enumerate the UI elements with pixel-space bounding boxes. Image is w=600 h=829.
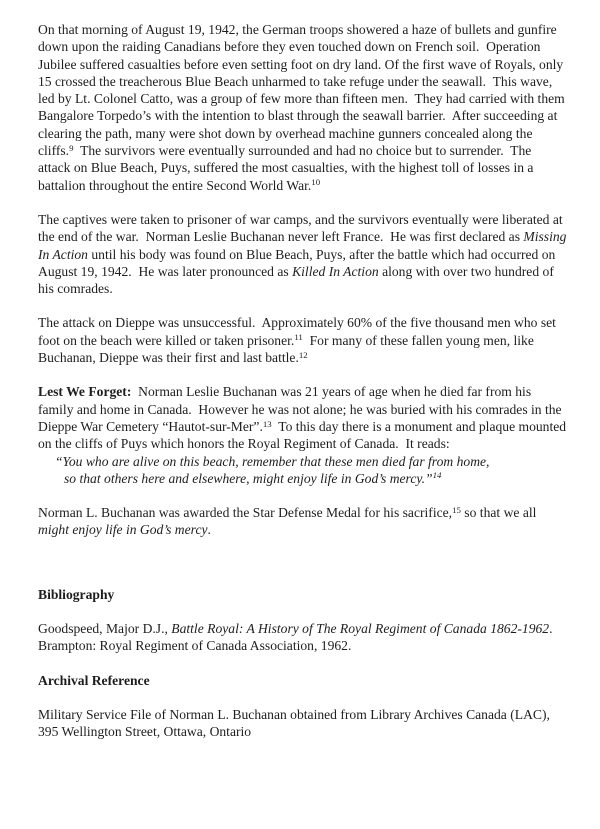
bibliography-entry: Goodspeed, Major D.J., Battle Royal: A History of The Royal Regiment of Canada 1862-1962. Brampton: Royal Regiment of Canada Association, 1962. [38,621,556,654]
memorial-quote [38,453,567,488]
essay-paragraph-dieppe-outcome: The attack on Dieppe was unsuccessful. Approximately 60% of the five thousand men who set foot on the beach were killed or taken prisoner.$^{11}$ For many of these fallen young men, like Buchanan, Dieppe was their first and last battle.$^{12}$ [38,315,560,366]
essay-paragraph-lest-we-forget: Lest We Forget: Norman Leslie Buchanan was 21 years of age when he died far from his family and home in Canada. However he was not alone; he was buried with his comrades in the Dieppe War Cemetery “Hautot-sur-Mer”.$^{13}$ To this day there is a monument and plaque mounted on the cliffs of Puys which honors the Royal Regiment of Canada. It reads: [38,384,570,452]
memorial-quote-line-2: so that others here and elsewhere, might enjoy life in God’s mercy.”$^{14}$ [64,470,442,486]
archival-reference-heading: Archival Reference [38,672,150,688]
essay-paragraph-attack: On that morning of August 19, 1942, the German troops showered a haze of bullets and gunfire down upon the raiding Canadians before they even touched down on French soil. Operation Jubilee suffered casualties before even setting foot on dry land. Of the first wave of Royals, only 15 crossed the treacherous Blue Beach unharmed to take refuge under the seawall. This wave, led by Lt. Colonel Catto, was a group of few more than fifteen men. They had carried with them Bangalore Torpedo’s with the intention to blast through the seawall barrier. After succeeding at clearing the path, many were shot down by overhead machine gunners concealed along the cliffs.$^9$ The survivors were eventually surrounded and had no choice but to surrender. The attack on Blue Beach, Puys, suffered the most casualties, with the highest toll of losses in a battalion throughout the entire Second World War.$^{10}$ [38,22,569,193]
memorial-quote-line-1: “You who are alive on this beach, remember that these men died far from home, [55,453,490,469]
archival-reference-entry: Military Service File of Norman L. Buchanan obtained from Library Archives Canada (LAC), 395 Wellington Street, Ottawa, Ontario [38,706,554,740]
essay-paragraph-captives: The captives were taken to prisoner of war camps, and the survivors eventually were liberated at the end of the war. Norman Leslie Buchanan never left France. He was first declared as Missing In Action until his body was found on Blue Beach, Puys, after the battle which had occurred on August 19, 1942. He was later pronounced as Killed In Action along with over two hundred of his comrades. [38,211,570,297]
essay-paragraph-medal: Norman L. Buchanan was awarded the Star Defense Medal for his sacrifice,$^{15}$ so that we all might enjoy life in God’s mercy. [38,504,540,538]
bibliography-heading: Bibliography [38,586,115,602]
